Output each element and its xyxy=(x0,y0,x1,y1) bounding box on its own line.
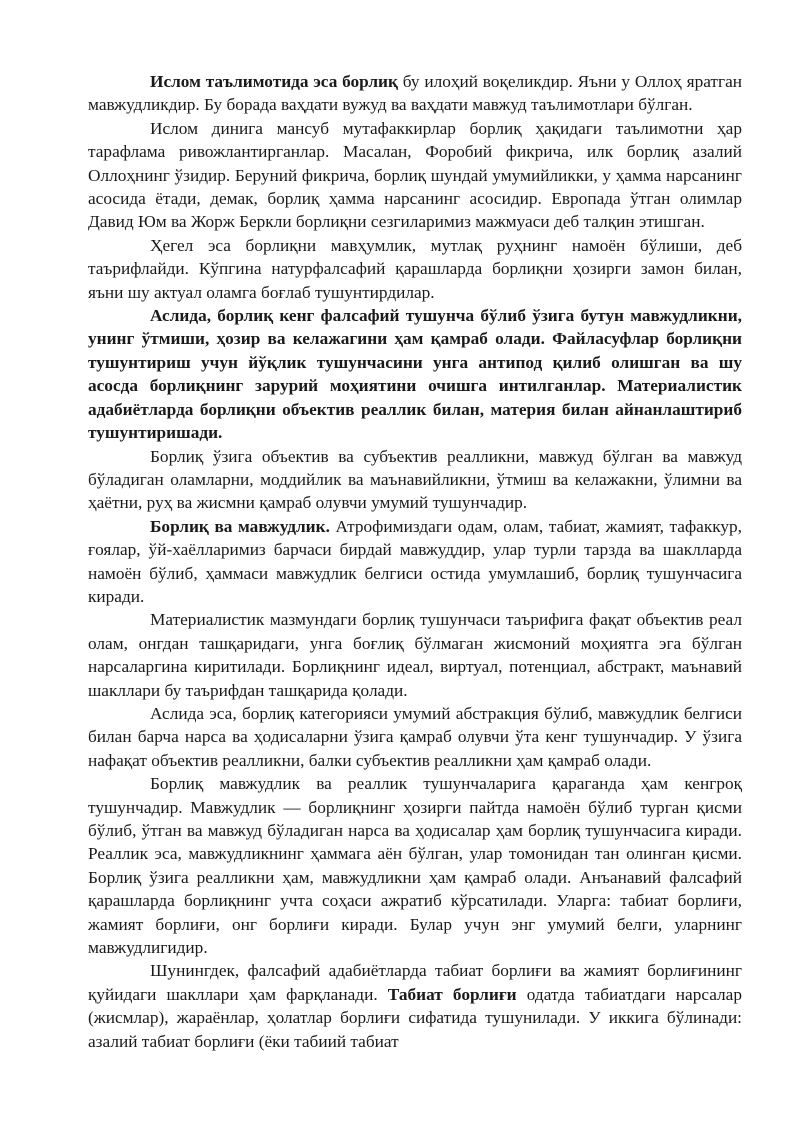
paragraph-text: Борлиқ ўзига объектив ва субъектив реалликни, мавжуд бўлган ва мавжуд бўладиган оламларни, моддийлик ва маънавийликни, ўтмиш ва келажакни, ўлимни ва ҳаётни, руҳ ва жисмни қамраб олувчи умумий тушунчадир. xyxy=(88,446,742,513)
paragraph-text: бу илоҳий воқеликдир. Яъни у Оллоҳ яратган мавжудликдир. Бу борада ваҳдати вужуд ва ваҳдати мавжуд таълимотлари бўлган. xyxy=(88,72,742,115)
paragraph-text: Материалистик мазмундаги борлиқ тушунчаси таърифига фақат объектив реал олам, онгдан ташқаридаги, унга боғлиқ бўлмаган жисмоний моҳиятга эга бўлган нарсаларгина киритилади. Борлиқнинг идеал, виртуал, потенциал, абстракт, маънавий шакллари бу таърифдан ташқарида қолади. xyxy=(88,610,742,700)
bold-lead: Ислом таълимотида эса борлиқ xyxy=(150,72,398,91)
paragraph-7 xyxy=(88,608,742,702)
document-page xyxy=(88,70,742,1053)
paragraph-3 xyxy=(88,234,742,304)
paragraph-9 xyxy=(88,772,742,959)
paragraph-10 xyxy=(88,959,742,1053)
paragraph-text: Ислом динига мансуб мутафаккирлар борлиқ ҳақидаги таълимотни ҳар тарафлама ривожлантирганлар. Масалан, Форобий фикрича, илк борлиқ азалий Оллоҳнинг ўзидир. Беруний фикрича, борлиқ шундай умумийликки, у ҳамма нарсанинг асосида ётади, демак, борлиқ ҳамма нарсанинг асосидир. Европада ўтган олимлар Давид Юм ва Жорж Беркли борлиқни сезгиларимиз мажмуаси деб талқин этишган. xyxy=(88,118,742,232)
paragraph-1 xyxy=(88,70,742,117)
paragraph-text: Аслида эса, борлиқ категорияси умумий абстракция бўлиб, мавжудлик белгиси билан барча нарса ва ҳодисаларни ўзига қамраб олувчи ўта кенг тушунчадир. У ўзига нафақат объектив реалликни, балки субъектив реалликни ҳам қамраб олади. xyxy=(88,703,742,770)
paragraph-text: Борлиқ мавжудлик ва реаллик тушунчаларига қараганда ҳам кенгроқ тушунчадир. Мавжудлик — борлиқнинг ҳозирги пайтда намоён бўлиб турган қисми бўлиб, ўтган ва мавжуд бўладиган нарса ва ҳодисалар ҳам борлиқ тушунчасига киради. Реаллик эса, мавжудликнинг ҳаммага аён бўлган, улар томонидан тан олинган қисми. Борлиқ ўзига реалликни ҳам, мавжудликни ҳам қамраб олади. Анъанавий фалсафий қарашларда борлиқнинг учта соҳаси ажратиб кўрсатилади. Уларга: табиат борлиғи, жамият борлиғи, онг борлиғи киради. Булар учун энг умумий белги, уларнинг мавжудлигидир. xyxy=(88,774,742,958)
paragraph-text: одатда табиатдаги нарсалар (жисмлар), жараёнлар, ҳолатлар борлиғи сифатида тушунилади. У иккига бўлинади: азалий табиат борлиғи (ёки табиий табиат xyxy=(88,984,742,1051)
bold-paragraph-text: Аслида, борлиқ кенг фалсафий тушунча бўлиб ўзига бутун мавжудликни, унинг ўтмиши, ҳозир ва келажагини ҳам қамраб олади. Файласуфлар борлиқни тушунтириш учун йўқлик тушунчасини унга антипод қилиб олишган ва шу асосда борлиқнинг зарурий моҳиятини очишга интилганлар. Материалистик адабиётларда борлиқни объектив реаллик билан, материя билан айнанлаштириб тушунтиришади. xyxy=(88,306,742,443)
paragraph-text: Ҳегел эса борлиқни мавҳумлик, мутлақ руҳнинг намоён бўлиши, деб таърифлайди. Кўпгина натурфалсафий қарашларда борлиқни ҳозирги замон билан, яъни шу актуал оламга боғлаб тушунтирдилар. xyxy=(88,235,742,302)
paragraph-5 xyxy=(88,445,742,515)
paragraph-6 xyxy=(88,515,742,609)
paragraph-text: Атрофимиздаги одам, олам, табиат, жамият, тафаккур, ғоялар, ўй-хаёлларимиз барчаси бирдай мавжуддир, улар турли тарзда ва шаклларда намоён бўлиб, ҳаммаси мавжудлик белгиси остида умумлашиб, борлиқ тушунчасига киради. xyxy=(88,516,742,606)
paragraph-text: Шунингдек, фалсафий адабиётларда табиат борлиғи ва жамият борлиғининг қуйидаги шакллари ҳам фарқланади. xyxy=(88,961,742,1004)
paragraph-8 xyxy=(88,702,742,772)
bold-term: Табиат борлиғи xyxy=(387,984,517,1004)
bold-lead: Борлиқ ва мавжудлик. xyxy=(150,516,330,536)
paragraph-2 xyxy=(88,117,742,234)
paragraph-4 xyxy=(88,304,742,444)
